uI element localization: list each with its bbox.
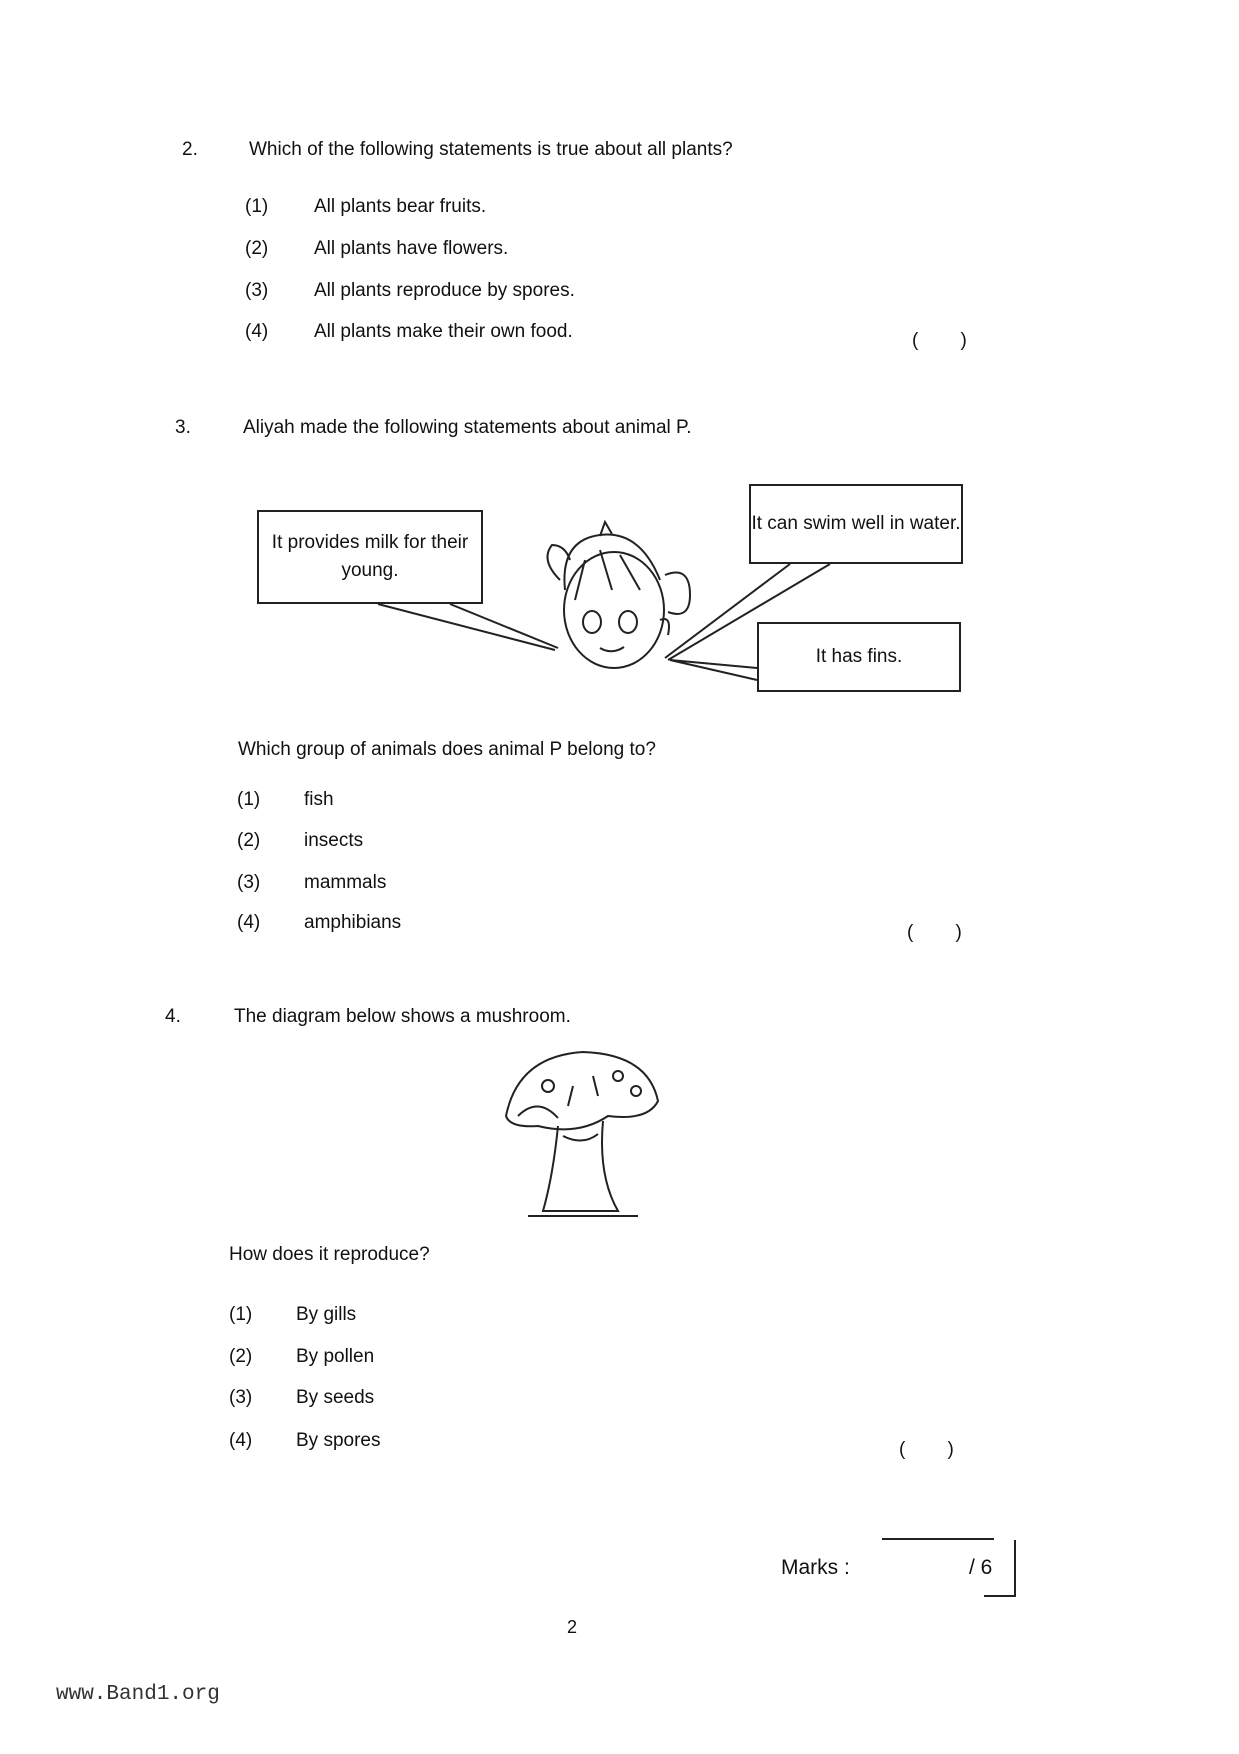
option-label: (4) <box>245 321 269 342</box>
option-label: (1) <box>237 789 261 810</box>
option-label: (1) <box>229 1304 253 1325</box>
subquestion-text: How does it reproduce? <box>229 1244 430 1265</box>
watermark-url: www.Band1.org <box>56 1683 220 1706</box>
option-label: (2) <box>237 830 261 851</box>
question-text: Which of the following statements is true about all plants? <box>249 139 733 160</box>
option-label: (2) <box>229 1346 253 1367</box>
speech-bubble-milk <box>257 510 483 604</box>
subquestion-text: Which group of animals does animal P belong to? <box>238 739 656 760</box>
question-text: The diagram below shows a mushroom. <box>234 1006 571 1027</box>
option-text: mammals <box>304 872 387 893</box>
option-text: By spores <box>296 1430 381 1451</box>
option-text: insects <box>304 830 364 851</box>
bubble-text: It provides milk for their young. <box>271 532 469 581</box>
girl-illustration <box>0 0 1239 760</box>
speech-bubble-swim <box>749 484 963 564</box>
bubble-text: It has fins. <box>815 646 903 668</box>
option-text: fish <box>304 789 334 810</box>
option-label: (3) <box>245 280 269 301</box>
option-label: (3) <box>229 1387 253 1408</box>
option-text: By pollen <box>296 1346 375 1367</box>
answer-bracket[interactable]: ( ) <box>912 330 967 351</box>
question-number: 3. <box>175 417 191 438</box>
option-text: All plants bear fruits. <box>314 196 487 217</box>
bubble-text: It can swim well in water. <box>751 513 961 535</box>
marks-top-line <box>882 1538 994 1540</box>
option-text: amphibians <box>304 912 402 933</box>
page-number: 2 <box>567 1617 578 1637</box>
marks-total: / 6 <box>969 1556 993 1579</box>
option-text: By gills <box>296 1304 357 1325</box>
speech-bubble-fins <box>757 622 961 692</box>
option-label: (2) <box>245 238 269 259</box>
question-number: 2. <box>182 139 198 160</box>
option-text: All plants make their own food. <box>314 321 573 342</box>
question-text: Aliyah made the following statements about animal P. <box>243 417 692 438</box>
marks-bottom-line <box>984 1595 1016 1597</box>
marks-side-line <box>1014 1540 1016 1596</box>
mushroom-illustration <box>498 1046 668 1226</box>
answer-bracket[interactable]: ( ) <box>907 922 962 943</box>
marks-label: Marks : <box>781 1556 850 1579</box>
option-label: (3) <box>237 872 261 893</box>
question-number: 4. <box>165 1006 181 1027</box>
option-text: All plants reproduce by spores. <box>314 280 575 301</box>
option-label: (1) <box>245 196 269 217</box>
option-text: All plants have flowers. <box>314 238 509 259</box>
option-text: By seeds <box>296 1387 375 1408</box>
option-label: (4) <box>229 1430 253 1451</box>
option-label: (4) <box>237 912 261 933</box>
answer-bracket[interactable]: ( ) <box>899 1439 954 1460</box>
